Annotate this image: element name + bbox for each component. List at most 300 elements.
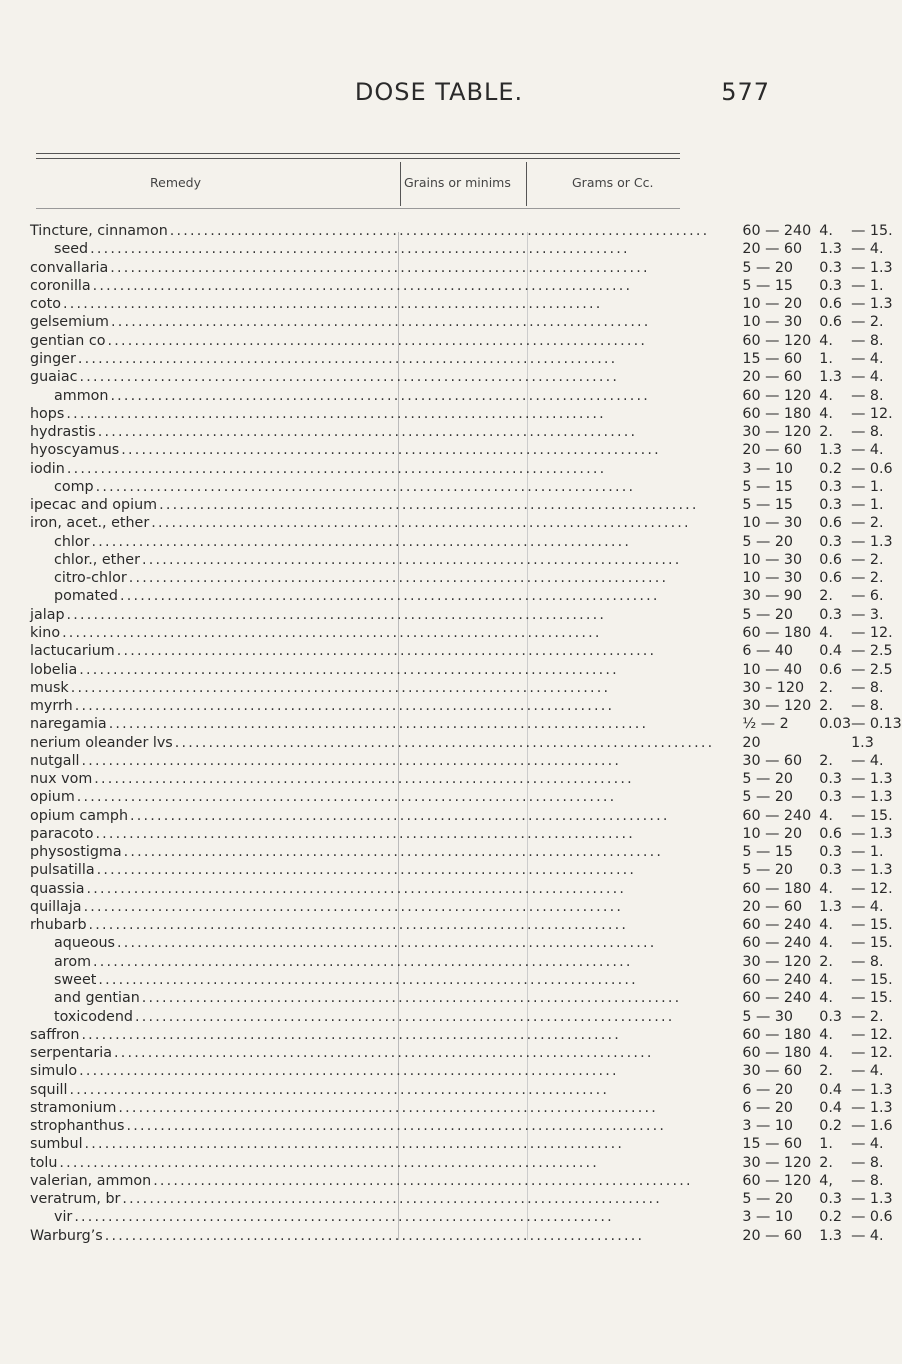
grams-low-cell: 0.3	[819, 789, 842, 806]
table-row	[30, 934, 902, 952]
remedy-cell	[30, 971, 714, 989]
grains-cell: 30 — 120	[742, 953, 812, 970]
leader-dots: ................................................................................	[126, 1118, 667, 1135]
grains-cell: 5 — 30	[742, 1008, 794, 1025]
grams-high-cell: — 4.	[851, 1063, 884, 1080]
remedy-name: hydrastis	[30, 424, 96, 441]
leader-dots: ................................................................................	[69, 1081, 610, 1098]
grams-high-cell: — 1.3	[851, 296, 893, 313]
table-row	[30, 788, 902, 806]
page-title: DOSE TABLE.	[354, 78, 524, 106]
remedy-name: tolu	[30, 1154, 58, 1171]
grains-cell: 30 — 90	[742, 588, 803, 605]
remedy-name: hops	[30, 405, 65, 422]
remedy-cell	[30, 788, 714, 806]
grams-high-cell: — 12.	[851, 1045, 893, 1062]
leader-dots: ................................................................................	[98, 972, 638, 989]
table-row	[30, 277, 902, 295]
table-row	[30, 679, 902, 697]
grams-low-cell: 0.3	[819, 844, 842, 861]
remedy-cell	[30, 642, 714, 660]
grams-low-cell: 0.6	[819, 551, 842, 568]
remedy-name: arom	[54, 953, 91, 970]
table-row	[30, 1062, 902, 1080]
leader-dots: ................................................................................	[159, 497, 699, 514]
running-head	[108, 78, 770, 106]
grams-high-cell: — 4.	[851, 1136, 884, 1153]
grams-low-cell: 0.6	[819, 661, 842, 678]
grams-high-cell: — 1.3	[851, 1191, 893, 1208]
remedy-cell	[30, 715, 714, 733]
remedy-cell	[30, 240, 714, 258]
grams-high-cell: — 1.	[851, 844, 884, 861]
remedy-name: Tincture, cinnamon	[30, 223, 168, 240]
leader-dots: ................................................................................	[77, 350, 618, 367]
grams-high-cell: — 1.3	[851, 862, 893, 879]
grains-cell: 20 — 60	[742, 1227, 803, 1244]
table-row	[30, 916, 902, 934]
leader-dots: ................................................................................	[74, 1209, 614, 1226]
leader-dots: ................................................................................	[94, 771, 634, 788]
leader-dots: ................................................................................	[91, 533, 632, 550]
grams-high-cell: — 4.	[851, 350, 884, 367]
grains-cell: 10 — 40	[742, 661, 803, 678]
remedy-name: opium	[30, 789, 75, 806]
grains-cell: 60 — 180	[742, 1045, 812, 1062]
grams-high-cell: — 1.	[851, 277, 884, 294]
grains-cell: 10 — 20	[742, 296, 803, 313]
table-row	[30, 825, 902, 843]
grams-low-cell: 0.3	[819, 533, 842, 550]
header-remedy: Remedy	[150, 175, 202, 190]
remedy-name: myrrh	[30, 698, 73, 715]
leader-dots: ................................................................................	[110, 259, 650, 276]
leader-dots: ................................................................................	[151, 515, 691, 532]
remedy-cell	[30, 587, 714, 605]
grains-cell: 5 — 15	[742, 478, 794, 495]
grains-cell: 60 — 180	[742, 1026, 812, 1043]
table-row	[30, 587, 902, 605]
grains-cell: 60 — 240	[742, 223, 812, 240]
grains-cell: 60 — 240	[742, 990, 812, 1007]
leader-dots: ................................................................................	[134, 1008, 675, 1025]
leader-dots: ................................................................................	[116, 643, 657, 660]
leader-dots: ................................................................................	[122, 1191, 662, 1208]
table-row	[30, 642, 902, 660]
remedy-name: coronilla	[30, 277, 91, 294]
grams-low-cell: 0.6	[819, 570, 842, 587]
remedy-cell	[30, 733, 714, 751]
table-row	[30, 478, 902, 496]
remedy-name: opium camph	[30, 807, 129, 824]
remedy-name: iron, acet., ether	[30, 515, 150, 532]
remedy-cell	[30, 679, 714, 697]
remedy-name: ginger	[30, 350, 76, 367]
remedy-cell	[30, 1007, 714, 1025]
grams-low-cell: 4.	[819, 223, 833, 240]
grams-low-cell: 1.3	[819, 1227, 842, 1244]
table-row	[30, 423, 902, 441]
remedy-name: rhubarb	[30, 917, 87, 934]
table-row	[30, 843, 902, 861]
grams-high-cell: — 1.3	[851, 771, 893, 788]
leader-dots: ................................................................................	[84, 1136, 625, 1153]
table-row	[30, 368, 902, 386]
grains-cell: 5 — 15	[742, 844, 794, 861]
leader-dots: ................................................................................	[110, 387, 651, 404]
table-row	[30, 880, 902, 898]
leader-dots: ................................................................................	[62, 296, 603, 313]
table-row	[30, 861, 902, 879]
remedy-name: strophanthus	[30, 1118, 125, 1135]
remedy-cell	[30, 222, 714, 240]
remedy-cell	[30, 1062, 714, 1080]
table-row	[30, 752, 902, 770]
remedy-name: sumbul	[30, 1136, 83, 1153]
top-rule	[36, 153, 680, 154]
remedy-name: guaiac	[30, 369, 78, 386]
grams-low-cell: 4.	[819, 990, 833, 1007]
grams-high-cell: — 8.	[851, 953, 884, 970]
leader-dots: ................................................................................	[76, 789, 617, 806]
table-row	[30, 660, 902, 678]
remedy-name: physostigma	[30, 844, 122, 861]
grams-high-cell: — 4.	[851, 442, 884, 459]
grams-low-cell: 0.3	[819, 606, 842, 623]
grams-high-cell: — 0.6	[851, 460, 893, 477]
grains-cell: 30 – 120	[742, 679, 805, 696]
remedy-cell	[30, 514, 714, 532]
remedy-name: pomated	[54, 588, 118, 605]
remedy-name: coto	[30, 296, 61, 313]
grams-low-cell: 0.3	[819, 862, 842, 879]
grams-high-cell: — 2.	[851, 515, 884, 532]
header-grams: Grams or Cc.	[572, 175, 654, 190]
grams-low-cell: 0.6	[819, 825, 842, 842]
remedy-name: vir	[54, 1209, 73, 1226]
remedy-cell	[30, 770, 714, 788]
remedy-name: quassia	[30, 880, 85, 897]
leader-dots: ................................................................................	[70, 679, 611, 696]
dose-table-body	[30, 222, 902, 1245]
grams-high-cell: — 12.	[851, 405, 893, 422]
grains-cell: 30 — 60	[742, 1063, 803, 1080]
grams-high-cell: — 15.	[851, 972, 893, 989]
leader-dots: ................................................................................	[81, 1026, 622, 1043]
grams-low-cell: 4.	[819, 972, 833, 989]
grams-high-cell: — 4.	[851, 752, 884, 769]
grains-cell: 60 — 120	[742, 387, 812, 404]
remedy-cell	[30, 660, 714, 678]
remedy-cell	[30, 441, 714, 459]
remedy-name: chlor., ether	[54, 551, 140, 568]
grams-low-cell: 0.3	[819, 771, 842, 788]
grains-cell: 60 — 240	[742, 807, 812, 824]
leader-dots: ................................................................................	[118, 1099, 658, 1116]
grains-cell: 60 — 180	[742, 624, 812, 641]
grams-high-cell: — 3.	[851, 606, 884, 623]
remedy-cell	[30, 807, 714, 825]
remedy-cell	[30, 989, 714, 1007]
remedy-name: iodin	[30, 460, 65, 477]
leader-dots: ................................................................................	[90, 241, 630, 258]
table-row	[30, 459, 902, 477]
table-row	[30, 496, 902, 514]
remedy-name: quillaja	[30, 898, 82, 915]
remedy-cell	[30, 953, 714, 971]
grams-low-cell: 4.	[819, 935, 833, 952]
leader-dots: ................................................................................	[86, 880, 627, 897]
table-row	[30, 1099, 902, 1117]
table-row	[30, 1080, 902, 1098]
grams-low-cell: 1.3	[819, 369, 842, 386]
leader-dots: ................................................................................	[93, 953, 633, 970]
grams-low-cell: 4.	[819, 624, 833, 641]
remedy-name: kino	[30, 624, 61, 641]
grains-cell: 20 — 60	[742, 369, 803, 386]
grams-high-cell: — 12.	[851, 880, 893, 897]
leader-dots: ................................................................................	[83, 898, 624, 915]
table-row	[30, 807, 902, 825]
remedy-name: lobelia	[30, 661, 78, 678]
remedy-name: nerium oleander lvs	[30, 734, 173, 751]
table-row	[30, 697, 902, 715]
grams-low-cell: 1.3	[819, 898, 842, 915]
remedy-cell	[30, 1172, 714, 1190]
leader-dots: ................................................................................	[123, 844, 664, 861]
remedy-name: veratrum, br	[30, 1191, 121, 1208]
remedy-name: musk	[30, 679, 69, 696]
grams-low-cell: 0.4	[819, 643, 842, 660]
top-rule-2	[36, 158, 680, 159]
grains-cell: 20 — 60	[742, 442, 803, 459]
grains-cell: 30 — 120	[742, 1154, 812, 1171]
leader-dots: ................................................................................	[79, 661, 619, 678]
grams-high-cell: — 0.6	[851, 1209, 893, 1226]
grains-cell: 20 — 60	[742, 241, 803, 258]
remedy-name: stramonium	[30, 1099, 117, 1116]
table-row	[30, 551, 902, 569]
table-row	[30, 441, 902, 459]
grams-low-cell: 0.6	[819, 296, 842, 313]
grams-low-cell: 0.2	[819, 1118, 842, 1135]
remedy-cell	[30, 624, 714, 642]
table-row	[30, 259, 902, 277]
remedy-cell	[30, 1080, 714, 1098]
grams-low-cell: 0.3	[819, 1008, 842, 1025]
table-row	[30, 770, 902, 788]
grams-high-cell: — 12.	[851, 1026, 893, 1043]
remedy-name: aqueous	[54, 935, 115, 952]
grams-high-cell: — 1.6	[851, 1118, 893, 1135]
grams-high-cell: — 15.	[851, 917, 893, 934]
remedy-name: lactucarium	[30, 643, 115, 660]
grams-low-cell: 0.3	[819, 478, 842, 495]
grams-high-cell: — 1.3	[851, 259, 893, 276]
remedy-name: naregamia	[30, 716, 107, 733]
grains-cell: 60 — 240	[742, 972, 812, 989]
remedy-name: serpentaria	[30, 1045, 113, 1062]
grains-cell: 6 — 20	[742, 1081, 794, 1098]
grams-high-cell: — 15.	[851, 223, 893, 240]
table-row	[30, 1007, 902, 1025]
remedy-name: nutgall	[30, 752, 80, 769]
grams-low-cell: 4.	[819, 807, 833, 824]
table-row	[30, 240, 902, 258]
grams-low-cell: 2.	[819, 1063, 833, 1080]
column-divider-2-header	[526, 162, 527, 206]
grams-low-cell: 4.	[819, 1045, 833, 1062]
leader-dots: ................................................................................	[108, 716, 649, 733]
remedy-cell	[30, 1208, 714, 1226]
header-rule	[36, 208, 680, 209]
grains-cell: 5 — 20	[742, 606, 794, 623]
grains-cell: 5 — 20	[742, 533, 794, 550]
leader-dots: ................................................................................	[104, 1227, 645, 1244]
grains-cell: 10 — 30	[742, 515, 803, 532]
remedy-cell	[30, 551, 714, 569]
table-row	[30, 569, 902, 587]
leader-dots: ................................................................................	[130, 807, 670, 824]
grams-high-cell: — 0.13	[851, 716, 902, 733]
grams-low-cell: 0.6	[819, 515, 842, 532]
grains-cell: 10 — 30	[742, 551, 803, 568]
table-row	[30, 533, 902, 551]
leader-dots: ................................................................................	[120, 588, 660, 605]
grains-cell: ½ — 2	[742, 716, 789, 733]
grains-cell: 6 — 40	[742, 643, 794, 660]
leader-dots: ................................................................................	[121, 442, 661, 459]
remedy-cell	[30, 1227, 714, 1245]
leader-dots: ................................................................................	[81, 752, 622, 769]
remedy-name: ammon	[54, 387, 109, 404]
remedy-cell	[30, 934, 714, 952]
grams-low-cell: 0.2	[819, 460, 842, 477]
leader-dots: ................................................................................	[79, 1063, 619, 1080]
grams-low-cell: 4.	[819, 1026, 833, 1043]
remedy-name: hyoscyamus	[30, 442, 120, 459]
table-row	[30, 1026, 902, 1044]
remedy-name: sweet	[54, 972, 97, 989]
grams-low-cell: 1.	[819, 350, 833, 367]
remedy-cell	[30, 423, 714, 441]
grams-low-cell: 2.	[819, 424, 833, 441]
grains-cell: 5 — 20	[742, 789, 794, 806]
grams-high-cell: — 1.3	[851, 825, 893, 842]
grams-low-cell: 0.4	[819, 1081, 842, 1098]
remedy-cell	[30, 1190, 714, 1208]
table-row	[30, 624, 902, 642]
grams-high-cell: — 4.	[851, 898, 884, 915]
table-row	[30, 1190, 902, 1208]
grains-cell: 30 — 120	[742, 424, 812, 441]
remedy-name: squill	[30, 1081, 68, 1098]
remedy-name: and gentian	[54, 990, 140, 1007]
grams-high-cell: — 2.	[851, 314, 884, 331]
grams-low-cell: 0.3	[819, 497, 842, 514]
table-row	[30, 989, 902, 1007]
remedy-cell	[30, 1117, 714, 1135]
grains-cell: 60 — 180	[742, 880, 812, 897]
table-row	[30, 295, 902, 313]
remedy-cell	[30, 313, 714, 331]
grams-low-cell: 2.	[819, 1154, 833, 1171]
leader-dots: ................................................................................	[174, 734, 715, 751]
remedy-cell	[30, 1044, 714, 1062]
page-number: 577	[721, 78, 770, 106]
remedy-name: simulo	[30, 1063, 78, 1080]
table-row	[30, 313, 902, 331]
remedy-name: toxicodend	[54, 1008, 133, 1025]
grains-cell: 3 — 10	[742, 1209, 794, 1226]
remedy-name: ipecac and opium	[30, 497, 158, 514]
grams-low-cell: 0.4	[819, 1099, 842, 1116]
column-divider-1-header	[400, 162, 401, 206]
table-row	[30, 715, 902, 733]
grains-cell: 5 — 20	[742, 862, 794, 879]
remedy-cell	[30, 295, 714, 313]
remedy-name: saffron	[30, 1026, 80, 1043]
grains-cell: 6 — 20	[742, 1099, 794, 1116]
remedy-cell	[30, 332, 714, 350]
grains-cell: 5 — 20	[742, 1191, 794, 1208]
remedy-name: jalap	[30, 606, 65, 623]
grams-high-cell: — 12.	[851, 624, 893, 641]
remedy-cell	[30, 1099, 714, 1117]
grams-high-cell: — 2.5	[851, 661, 893, 678]
leader-dots: ................................................................................	[95, 478, 636, 495]
grains-cell: 30 — 120	[742, 698, 812, 715]
leader-dots: ................................................................................	[169, 223, 710, 240]
table-row	[30, 606, 902, 624]
grams-low-cell: 2.	[819, 698, 833, 715]
leader-dots: ................................................................................	[128, 570, 669, 587]
grams-high-cell: — 8.	[851, 424, 884, 441]
grains-cell: 20 — 60	[742, 898, 803, 915]
grams-low-cell: 0.3	[819, 259, 842, 276]
leader-dots: ................................................................................	[95, 825, 636, 842]
table-row	[30, 1172, 902, 1190]
grams-high-cell: — 8.	[851, 1154, 884, 1171]
remedy-cell	[30, 752, 714, 770]
grams-low-cell	[811, 733, 851, 751]
remedy-cell	[30, 478, 714, 496]
remedy-name: paracoto	[30, 825, 94, 842]
remedy-name: citro-chlor	[54, 570, 127, 587]
remedy-cell	[30, 1026, 714, 1044]
grams-high-cell: — 2.	[851, 551, 884, 568]
grains-cell: 60 — 120	[742, 1172, 812, 1189]
remedy-name: Warburg’s	[30, 1227, 103, 1244]
grams-high-cell: — 8.	[851, 698, 884, 715]
table-row	[30, 898, 902, 916]
remedy-name: nux vom	[30, 771, 93, 788]
grams-high-cell: — 8.	[851, 679, 884, 696]
grams-high-cell: — 2.	[851, 1008, 884, 1025]
grams-low-cell: 0.2	[819, 1209, 842, 1226]
leader-dots: ................................................................................	[92, 277, 633, 294]
grams-high-cell: — 15.	[851, 990, 893, 1007]
grains-cell: 60 — 180	[742, 405, 812, 422]
grains-cell: 60 — 240	[742, 935, 812, 952]
remedy-cell	[30, 697, 714, 715]
dose-table	[30, 222, 902, 1245]
grams-low-cell: 0.3	[819, 277, 842, 294]
table-row	[30, 1154, 902, 1172]
table-row	[30, 1208, 902, 1226]
grams-low-cell: 4.	[819, 917, 833, 934]
remedy-cell	[30, 861, 714, 879]
